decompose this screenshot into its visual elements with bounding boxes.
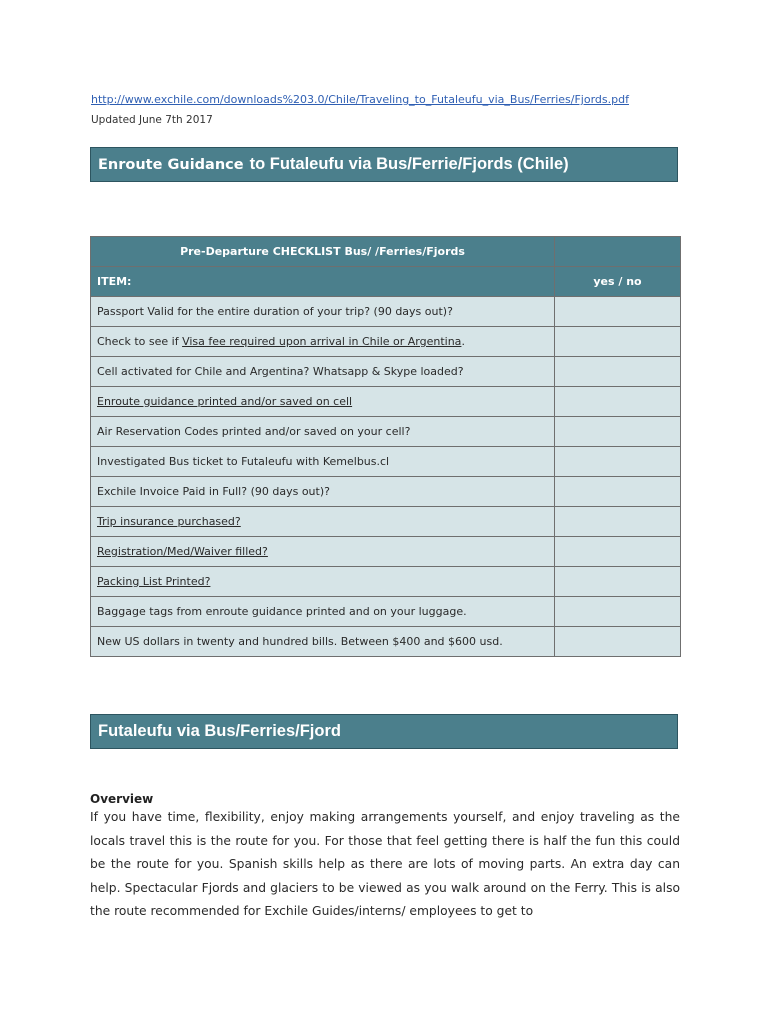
yes-no-answer-cell[interactable] <box>555 357 681 387</box>
checklist-item <box>91 627 555 657</box>
checklist-row <box>91 417 681 447</box>
checklist-item-text: Cell activated for Chile and Argentina? Whatsapp & Skype loaded? <box>97 365 464 378</box>
updated-date: Updated June 7th 2017 <box>91 114 213 126</box>
yes-no-answer-cell[interactable] <box>555 387 681 417</box>
checklist-row <box>91 627 681 657</box>
checklist-item-link[interactable]: Visa fee required upon arrival in Chile or Argentina <box>182 335 462 348</box>
checklist-column-header-row <box>91 267 681 297</box>
checklist-row <box>91 357 681 387</box>
source-pdf-link[interactable]: http://www.exchile.com/downloads%203.0/Chile/Traveling_to_Futaleufu_via_Bus/Ferries/Fjords.pdf <box>91 93 629 106</box>
yes-no-answer-cell[interactable] <box>555 597 681 627</box>
yes-no-answer-cell[interactable] <box>555 537 681 567</box>
checklist-row <box>91 537 681 567</box>
overview-paragraph: If you have time, flexibility, enjoy making arrangements yourself, and enjoy traveling as the locals travel this is the route for you. For those that feel getting there is half the fun this could be the route for you. Spanish skills help as there are lots of moving parts. An extra day can help. Spectacular Fjords and glaciers to be viewed as you walk around on the Ferry. This is also the route recommended for Exchile Guides/interns/ employees to get to <box>90 810 680 918</box>
pre-departure-checklist-table <box>90 236 681 657</box>
checklist-item <box>91 477 555 507</box>
overview-heading: Overview <box>90 792 154 806</box>
checklist-item-link[interactable]: Registration/Med/Waiver filled? <box>97 545 268 558</box>
checklist-title: Pre-Departure CHECKLIST Bus/ /Ferries/Fjords <box>91 237 555 267</box>
checklist-item <box>91 297 555 327</box>
checklist-item <box>91 507 555 537</box>
checklist-row <box>91 447 681 477</box>
yes-no-answer-cell[interactable] <box>555 627 681 657</box>
futaleufu-bus-ferries-banner <box>90 714 678 749</box>
checklist-row <box>91 567 681 597</box>
checklist-row <box>91 297 681 327</box>
yes-no-column-header: yes / no <box>555 267 681 297</box>
checklist-item-text: Passport Valid for the entire duration of your trip? (90 days out)? <box>97 305 453 318</box>
checklist-item-text: New US dollars in twenty and hundred bills. Between $400 and $600 usd. <box>97 635 503 648</box>
banner-title-part1: Enroute Guidance <box>98 156 244 173</box>
checklist-row <box>91 327 681 357</box>
checklist-item <box>91 417 555 447</box>
checklist-title-row <box>91 237 681 267</box>
checklist-item-link[interactable]: Trip insurance purchased? <box>97 515 241 528</box>
checklist-item-text: . <box>461 335 465 348</box>
checklist-row <box>91 507 681 537</box>
checklist-item-link[interactable]: Packing List Printed? <box>97 575 211 588</box>
checklist-item <box>91 597 555 627</box>
checklist-item <box>91 537 555 567</box>
checklist-row <box>91 597 681 627</box>
checklist-item-link[interactable]: Enroute guidance printed and/or saved on cell <box>97 395 353 408</box>
checklist-item-text: Exchile Invoice Paid in Full? (90 days out)? <box>97 485 330 498</box>
checklist-item-text: Baggage tags from enroute guidance printed and on your luggage. <box>97 605 467 618</box>
checklist-item-text: Air Reservation Codes printed and/or saved on your cell? <box>97 425 411 438</box>
yes-no-answer-cell[interactable] <box>555 477 681 507</box>
checklist-item-text: Investigated Bus ticket to Futaleufu with Kemelbus.cl <box>97 455 390 468</box>
yes-no-answer-cell[interactable] <box>555 417 681 447</box>
yes-no-answer-cell[interactable] <box>555 327 681 357</box>
item-column-header: ITEM: <box>91 267 555 297</box>
checklist-item <box>91 447 555 477</box>
checklist-item <box>91 327 555 357</box>
checklist-row <box>91 477 681 507</box>
yes-no-answer-cell[interactable] <box>555 567 681 597</box>
checklist-item <box>91 387 555 417</box>
checklist-item <box>91 357 555 387</box>
checklist-item <box>91 567 555 597</box>
yes-no-answer-cell[interactable] <box>555 507 681 537</box>
banner2-title: Futaleufu via Bus/Ferries/Fjord <box>98 722 341 740</box>
yes-no-answer-cell[interactable] <box>555 297 681 327</box>
checklist-title-empty-cell <box>555 237 681 267</box>
banner-title-part2: to Futaleufu via Bus/Ferrie/Fjords (Chile) <box>249 155 569 173</box>
checklist-item-text: Check to see if <box>97 335 183 348</box>
yes-no-answer-cell[interactable] <box>555 447 681 477</box>
checklist-row <box>91 387 681 417</box>
enroute-guidance-banner <box>90 147 678 182</box>
